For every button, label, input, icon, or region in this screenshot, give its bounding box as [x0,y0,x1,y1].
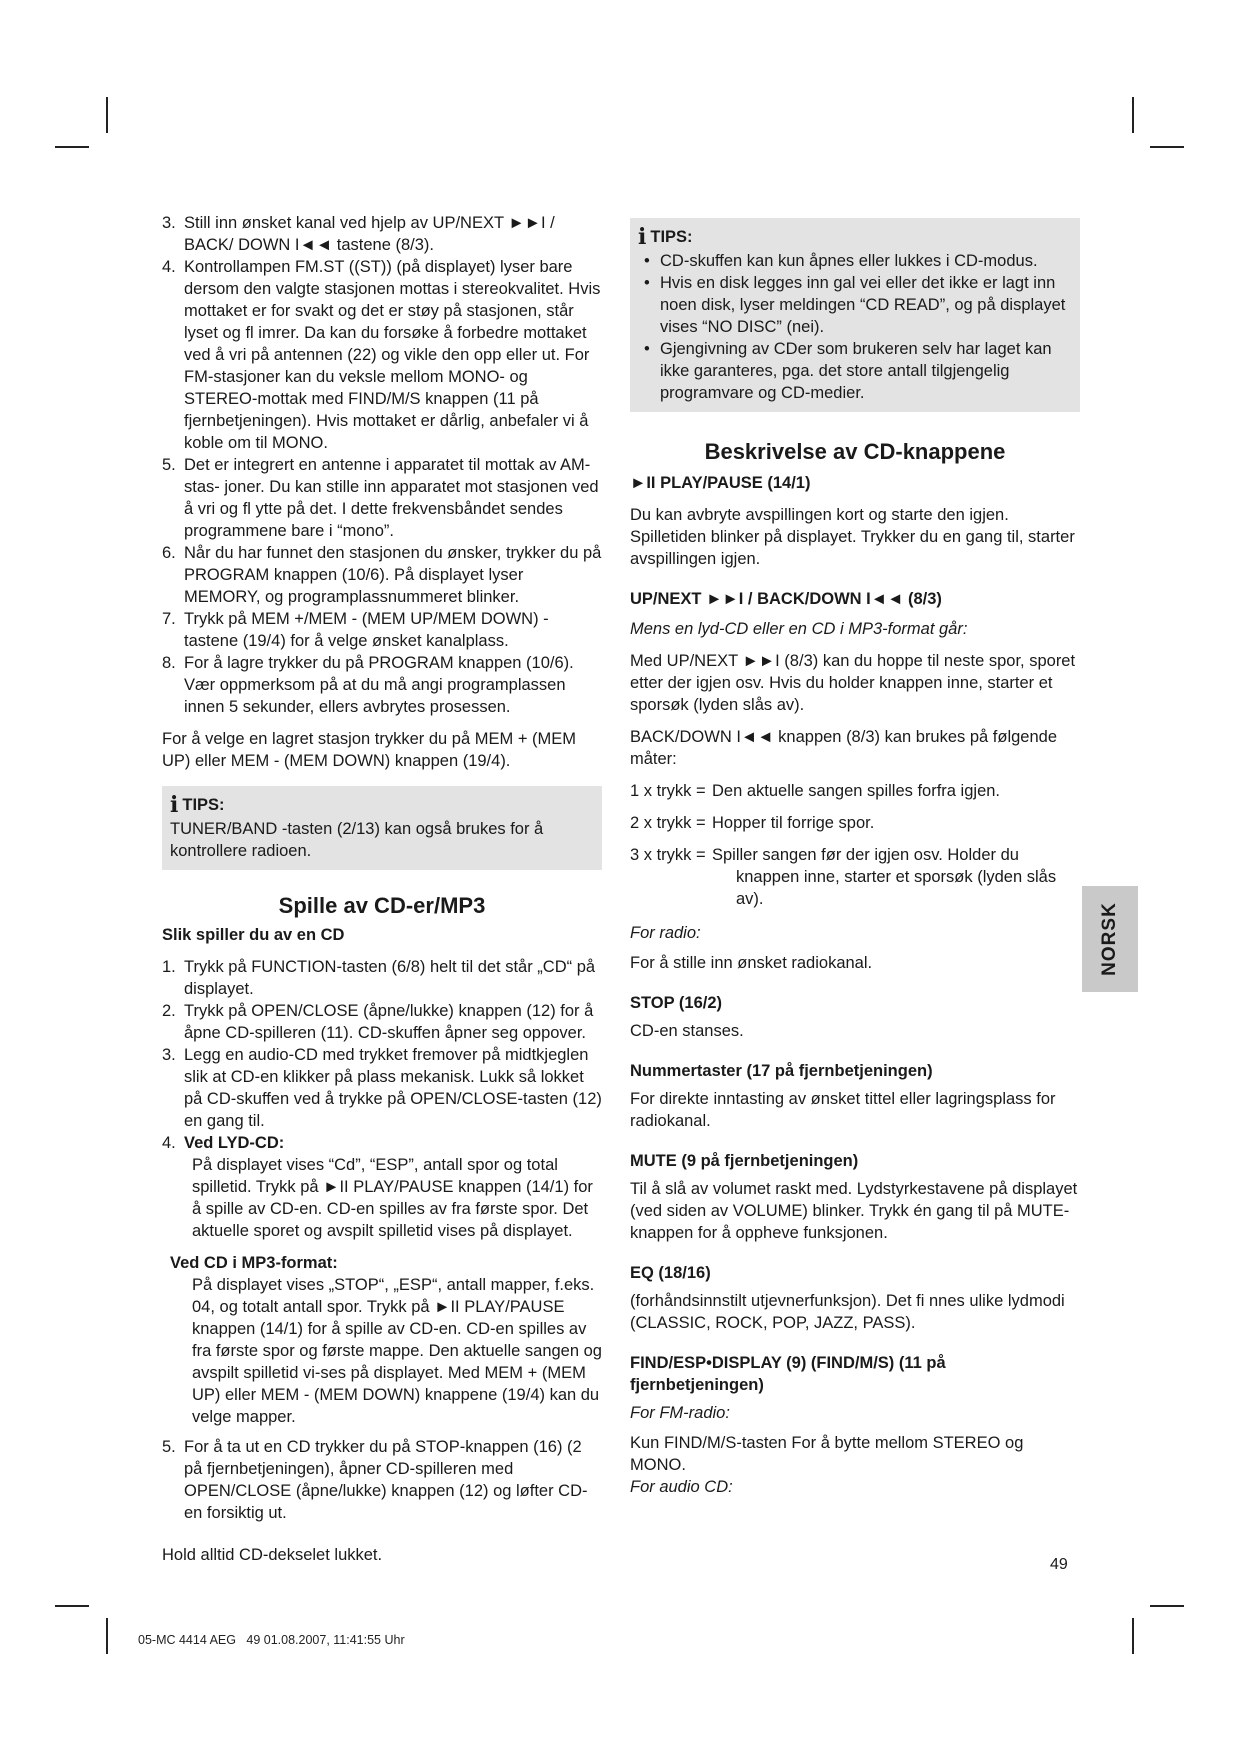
play-pause-text: Du kan avbryte avspillingen kort og starte den igjen. Spilletiden blinker på displayet. Trykker du en gang til, starter avspillingen igjen. [630,506,1075,568]
crop-mark [1132,1618,1134,1654]
crop-mark [55,146,89,148]
radio-text: For å stille inn ønsket radiokanal. [630,954,873,972]
radio-steps-list [162,212,602,718]
page-number: 49 [1050,1556,1068,1573]
tips-box [162,786,602,870]
eq-heading: EQ (18/16) [630,1264,711,1282]
list-item: 2. Trykk på OPEN/CLOSE (åpne/lukke) knappen (12) for å åpne CD-spilleren (11). CD-skuffen åpner seg oppover. [162,1002,594,1042]
radio-context: For radio: [630,924,701,942]
mute-text: Til å slå av volumet raskt med. Lydstyrkestavene på displayet (ved siden av VOLUME) blinker. Trykk én gang til på MUTE-knappen for å oppheve funksjonen. [630,1180,1078,1242]
fm-radio-context: For FM-radio: [630,1404,730,1422]
stop-heading: STOP (16/2) [630,994,723,1012]
back-text: BACK/DOWN I◄◄ knappen (8/3) kan brukes på følgende måter: [630,728,1058,768]
list-item: 1. Trykk på FUNCTION-tasten (6/8) helt til det står „CD“ på displayet. [162,958,596,998]
mp3-text: På displayet vises „STOP“, „ESP“, antall mapper, f.eks. 04, og totalt antall spor. Trykk på ►II PLAY/PAUSE knappen (14/1) for å spille av CD-en. CD-en spilles av fra første spor og første mappe. Den aktuelle sangen og avspilt spilletid vi-ses på displayet. Med MEM + (MEM UP) eller MEM - (MEM DOWN) knappene (19/4) kan du velge mapper. [192,1276,602,1426]
tips-header: i TIPS: [170,792,225,818]
section-heading: Beskrivelse av CD-knappene [704,439,1006,464]
press-text: Hopper til forrige spor. [712,814,875,832]
find-text: Kun FIND/M/S-tasten For å bytte mellom STEREO og MONO. [630,1434,1024,1474]
crop-mark [1150,1605,1184,1607]
crop-mark [1150,146,1184,148]
language-tab: NORSK [1082,886,1138,992]
subheading: Slik spiller du av en CD [162,926,345,944]
right-column [630,218,1080,1498]
next-back-context: Mens en lyd-CD eller en CD i MP3-format går: [630,620,968,638]
list-item: 3. Legg en audio-CD med trykket fremover på midtkjeglen slik at CD-en klikker på plass mekanisk. Lukk så lokket på CD-skuffen ved å trykke på OPEN/CLOSE-tasten (12) en gang til. [162,1046,602,1130]
mute-heading: MUTE (9 på fjernbetjeningen) [630,1152,859,1170]
print-footer: 05-MC 4414 AEG 49 01.08.2007, 11:41:55 Uhr [138,1633,405,1647]
eq-text: (forhåndsinnstilt utjevnerfunksjon). Det fi nnes ulike lydmodi (CLASSIC, ROCK, POP, JAZZ, PASS). [630,1292,1065,1332]
tips-list [638,250,1072,404]
info-icon: i [170,792,179,818]
press-text: Spiller sangen før der igjen osv. Holder du [712,846,1019,864]
press-label: 2 x trykk = [630,814,706,832]
number-keys-heading: Nummertaster (17 på fjernbetjeningen) [630,1062,933,1080]
crop-mark [106,1618,108,1654]
list-item: 5. For å ta ut en CD trykker du på STOP-knappen (16) (2 på fjernbetjeningen), åpner CD-spilleren med OPEN/CLOSE (åpne/lukke) knappen (12) og løfter CD-en forsiktig ut. [162,1438,588,1522]
left-column [162,212,602,1566]
crop-mark [55,1605,89,1607]
press-label: 1 x trykk = [630,782,706,800]
number-keys-text: For direkte inntasting av ønsket tittel eller lagringsplass for radiokanal. [630,1090,1056,1130]
tips-header: i TIPS: [638,224,693,250]
list-item: 5. Det er integrert en antenne i apparatet til mottak av AM-stas- joner. Du kan stille inn apparatet mot stasjonen ved å vri og fl ytte på det. I dette frekvensbåndet sendes programmene bare i “mono”. [162,456,599,540]
next-text: Med UP/NEXT ►►I (8/3) kan du hoppe til neste spor, sporet etter der igjen osv. Hvis du holder knappen inne, starter et sporsøk (lyden slås av). [630,652,1076,714]
list-item: 4. Ved LYD-CD: [162,1134,285,1152]
mp3-heading: Ved CD i MP3-format: [170,1254,338,1272]
tips-box [630,218,1080,412]
press-table [630,780,1080,866]
list-item: • Gjengivning av CDer som brukeren selv har laget kan ikke garanteres, pga. det store antall tilgjengelig programvare og CD-medier. [660,338,1072,404]
audio-cd-context: For audio CD: [630,1478,733,1496]
list-item: 8. For å lagre trykker du på PROGRAM knappen (10/6). Vær oppmerksom på at du må angi programplassen innen 5 sekunder, ellers avbrytes prosessen. [162,654,574,716]
list-item: 7. Trykk på MEM +/MEM - (MEM UP/MEM DOWN) -tastene (19/4) for å velge ønsket kanalplass. [162,610,549,650]
play-pause-heading: ►II PLAY/PAUSE (14/1) [630,474,811,492]
stored-station-paragraph: For å velge en lagret stasjon trykker du på MEM + (MEM UP) eller MEM - (MEM DOWN) knappen (19/4). [162,730,577,770]
stop-text: CD-en stanses. [630,1022,744,1040]
list-item: • Hvis en disk legges inn gal vei eller det ikke er lagt inn noen disk, lyser meldingen “CD READ”, og på displayet vises “NO DISC” (nei). [660,272,1072,338]
list-item: • CD-skuffen kan kun åpnes eller lukkes i CD-modus. [660,250,1072,272]
press-text: Den aktuelle sangen spilles forfra igjen. [712,782,1001,800]
lyd-cd-text: På displayet vises “Cd”, “ESP”, antall spor og total spilletid. Trykk på ►II PLAY/PAUSE knappen (14/1) for å spille av CD-en. CD-en spilles av fra første spor. Det aktuelle sporet og avspilt spilletid vises på displayet. [192,1156,593,1240]
next-back-heading: UP/NEXT ►►I / BACK/DOWN I◄◄ (8/3) [630,590,942,608]
crop-mark [106,97,108,133]
closing-note: Hold alltid CD-dekselet lukket. [162,1546,383,1564]
crop-mark [1132,97,1134,133]
cd-steps-list [162,956,602,1154]
list-item: 3. Still inn ønsket kanal ved hjelp av UP/NEXT ►►I / BACK/ DOWN I◄◄ tastene (8/3). [162,214,555,254]
press-text-continued: knappen inne, starter et sporsøk (lyden slås av). [736,868,1057,908]
section-heading: Spille av CD-er/MP3 [278,893,486,918]
find-heading: FIND/ESP•DISPLAY (9) (FIND/M/S) (11 på fjernbetjeningen) [630,1354,946,1394]
info-icon: i [638,224,647,250]
list-item: 4. Kontrollampen FM.ST ((ST)) (på displayet) lyser bare dersom den valgte stasjonen mottas i stereokvalitet. Hvis mottaket er for svakt og det er støy på stasjonen, står lyset og fl imrer. Da kan du forsøke å forbedre mottaket ved å vri på antennen (22) og vikle den opp eller ut. For FM-stasjoner kan du veksle mellom MONO- og STEREO-mottak med FIND/M/S knappen (11 på fjernbetjeningen). Hvis mottaket er dårlig, anbefaler vi å koble om til MONO. [162,258,601,452]
press-label: 3 x trykk = [630,846,706,864]
tips-text: TUNER/BAND -tasten (2/13) kan også brukes for å kontrollere radioen. [170,820,544,860]
list-item: 6. Når du har funnet den stasjonen du ønsker, trykker du på PROGRAM knappen (10/6). På displayet lyser MEMORY, og programplassnummeret blinker. [162,544,602,606]
